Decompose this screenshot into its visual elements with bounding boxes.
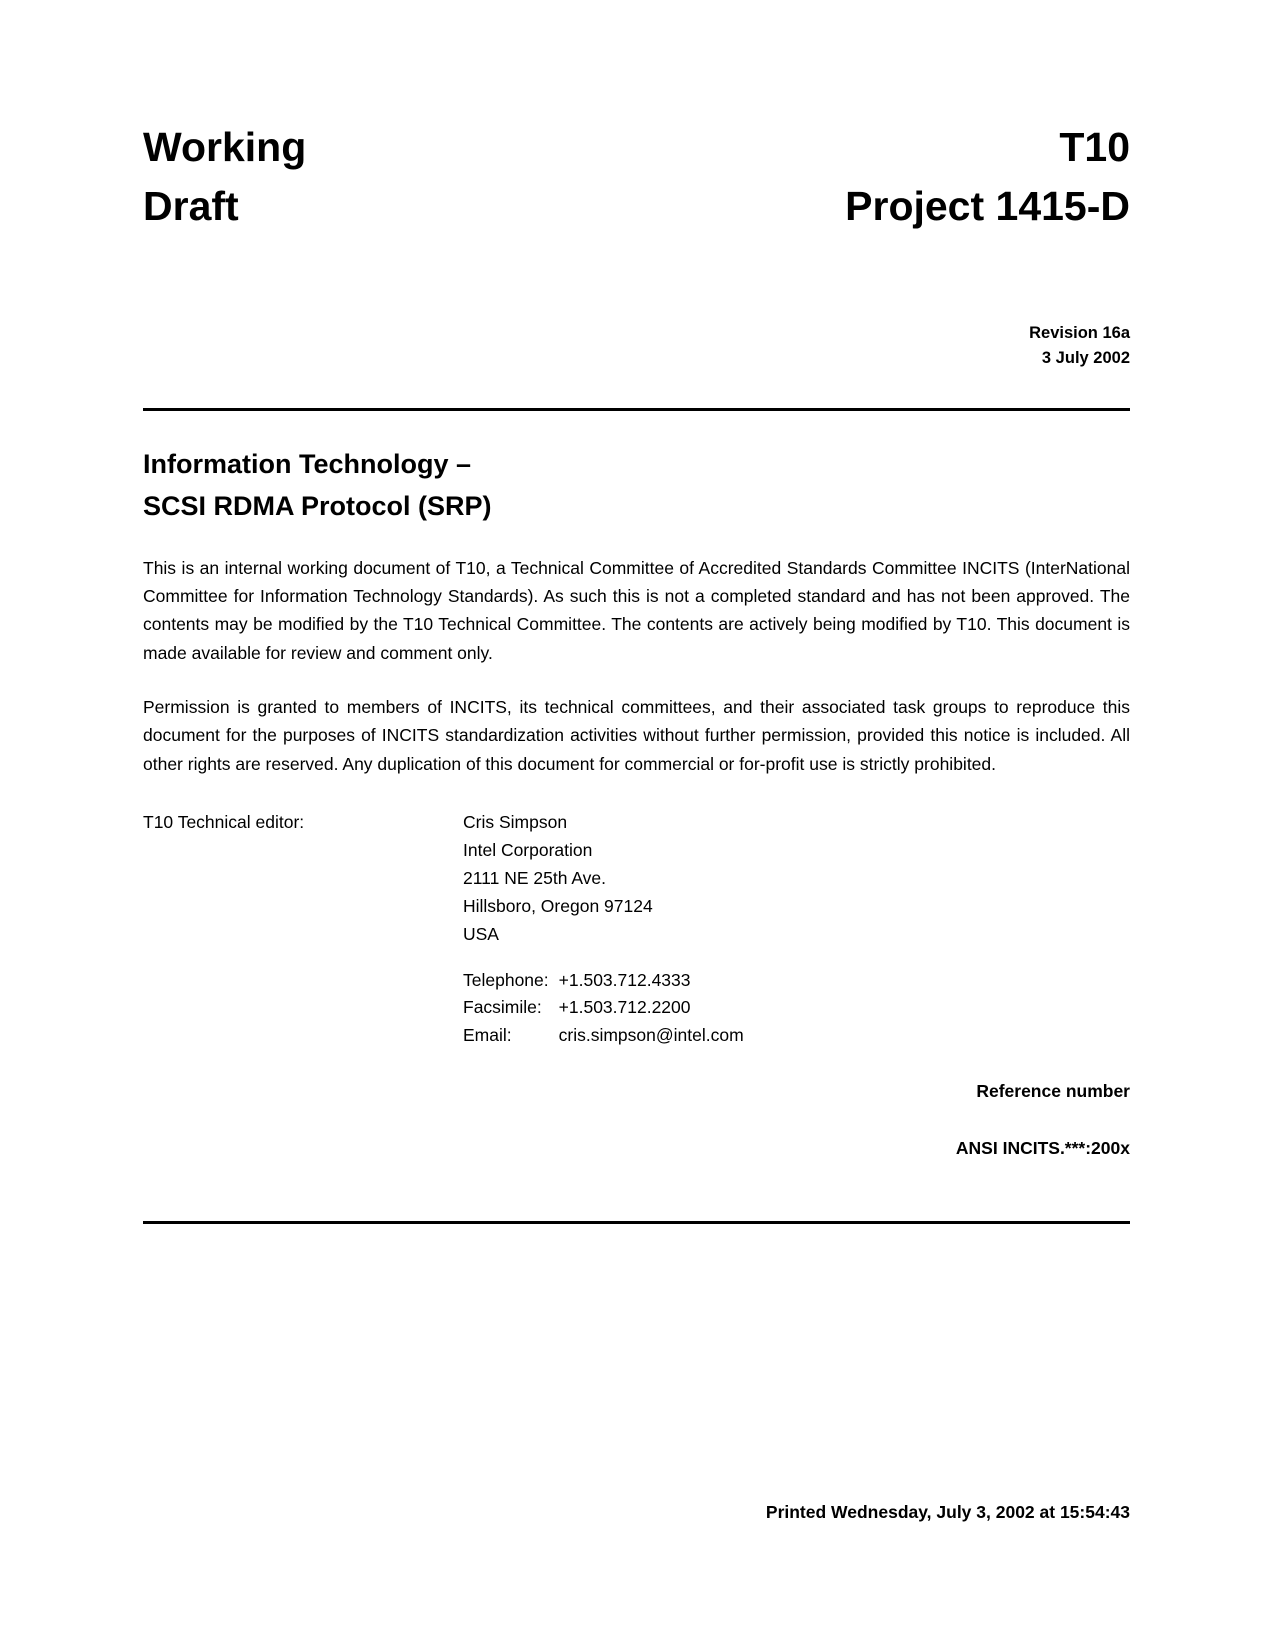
editor-label: T10 Technical editor: [143,812,305,833]
contact-value-email: cris.simpson@intel.com [558,1024,744,1045]
reference-number-label: Reference number [976,1080,1130,1101]
editor-block [143,808,1130,1049]
footer-printed-timestamp: Printed Wednesday, July 3, 2002 at 15:54:43 [765,1502,1130,1522]
page-title [143,444,1130,528]
editor-details [463,808,744,1049]
editor-city-state-zip: Hillsboro, Oregon 97124 [463,896,653,917]
table-row [463,1022,744,1049]
masthead-project: Project 1415-D [845,183,1130,230]
revision-date: 3 July 2002 [1041,349,1130,368]
masthead-draft: Draft [143,183,239,230]
notice-paragraph: This is an internal working document of T10, a Technical Committee of Accredited Standards Committee INCITS (InterNational Committee for Information Technology Standards). As such this is not a completed standard and has not been approved. The contents may be modified by the T10 Technical Committee. The contents are actively being modified by T10. This document is made available for review and comment only. [143,557,1130,663]
permission-paragraph: Permission is granted to members of INCITS, its technical committees, and their associated task groups to reproduce this document for the purposes of INCITS standardization activities without further permission, provided this notice is included. All other rights are reserved. Any duplication of this document for commercial or for-profit use is strictly prohibited. [143,697,1130,774]
masthead [143,0,1130,237]
editor-street: 2111 NE 25th Ave. [463,868,607,889]
editor-country: USA [463,924,499,945]
revision-label: Revision 16a [1029,323,1130,342]
editor-name: Cris Simpson [463,812,568,833]
page-title-line2: SCSI RDMA Protocol (SRP) [143,490,492,521]
page-title-line1: Information Technology – [143,449,472,479]
masthead-working: Working [143,124,307,170]
table-row [463,967,744,994]
table-row [463,994,744,1021]
masthead-left [143,118,306,237]
contact-value-facsimile: +1.503.712.2200 [558,997,691,1018]
masthead-committee: T10 [1059,124,1130,170]
contact-value-telephone: +1.503.712.4333 [558,970,691,991]
masthead-right [845,118,1130,237]
editor-company: Intel Corporation [463,840,593,861]
reference-number-value: ANSI INCITS.***:200x [955,1137,1130,1158]
contact-key-email: Email: [463,1024,512,1045]
horizontal-rule-bottom [143,1221,1130,1224]
editor-contact-table [463,967,744,1049]
revision-block [143,321,1130,372]
horizontal-rule-top [143,408,1130,411]
contact-key-telephone: Telephone: [463,970,549,991]
contact-key-facsimile: Facsimile: [463,997,542,1018]
